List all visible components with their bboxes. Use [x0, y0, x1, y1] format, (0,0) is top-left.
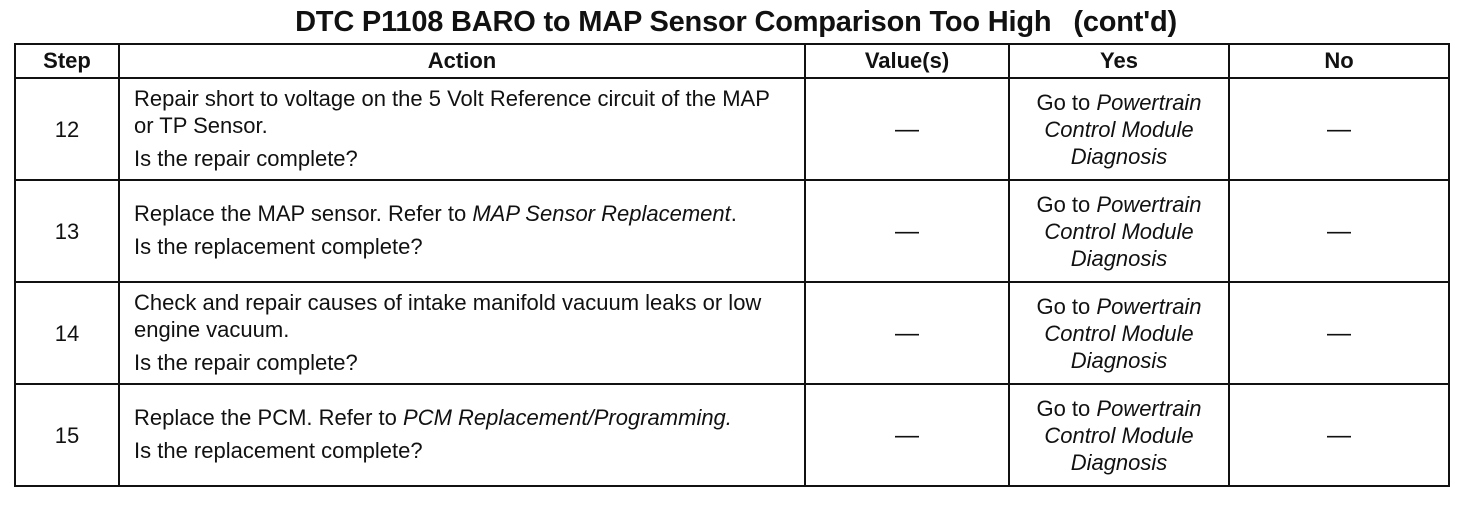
- action-cell: [119, 282, 805, 384]
- yes-prefix: Go to: [1036, 395, 1091, 421]
- yes-reference: Powertrain Control Module Diagnosis: [1044, 191, 1202, 271]
- action-text: Replace the PCM. Refer to: [134, 405, 404, 430]
- value-cell: —: [805, 384, 1009, 486]
- action-reference: PCM Replacement/Programming.: [403, 405, 732, 430]
- yes-cell: [1009, 180, 1229, 282]
- col-header-yes: Yes: [1009, 44, 1229, 78]
- table-row: [15, 180, 1449, 282]
- col-header-values: Value(s): [805, 44, 1009, 78]
- yes-reference: Powertrain Control Module Diagnosis: [1044, 293, 1202, 373]
- action-question: Is the replacement complete?: [134, 438, 423, 463]
- step-number: 15: [15, 384, 119, 486]
- table-row: [15, 78, 1449, 180]
- title-suffix: (cont'd): [1073, 6, 1177, 38]
- action-question: Is the replacement complete?: [134, 234, 423, 259]
- action-reference: MAP Sensor Replacement: [472, 201, 731, 226]
- no-cell: —: [1229, 78, 1449, 180]
- no-cell: —: [1229, 384, 1449, 486]
- col-header-action: Action: [119, 44, 805, 78]
- action-instruction: [134, 85, 794, 139]
- action-question: Is the repair complete?: [134, 349, 358, 375]
- table-row: [15, 282, 1449, 384]
- action-instruction: [134, 200, 794, 227]
- action-tail: .: [730, 201, 737, 226]
- step-number: 13: [15, 180, 119, 282]
- col-header-no: No: [1229, 44, 1449, 78]
- yes-prefix: Go to: [1036, 191, 1091, 217]
- action-text: Repair short to voltage on the 5 Volt Reference circuit of the MAP or TP Sensor.: [134, 85, 770, 138]
- action-cell: [119, 78, 805, 180]
- value-cell: —: [805, 282, 1009, 384]
- yes-prefix: Go to: [1036, 293, 1091, 319]
- yes-cell: [1009, 384, 1229, 486]
- value-cell: —: [805, 180, 1009, 282]
- no-cell: —: [1229, 282, 1449, 384]
- action-text: Check and repair causes of intake manifold vacuum leaks or low engine vacuum.: [134, 289, 762, 342]
- action-cell: [119, 384, 805, 486]
- action-cell: [119, 180, 805, 282]
- table-header-row: [15, 44, 1449, 78]
- yes-prefix: Go to: [1036, 89, 1091, 115]
- step-number: 12: [15, 78, 119, 180]
- table-row: [15, 384, 1449, 486]
- step-number: 14: [15, 282, 119, 384]
- diagnostic-table: [14, 43, 1450, 487]
- action-question: Is the repair complete?: [134, 145, 358, 171]
- yes-cell: [1009, 78, 1229, 180]
- yes-reference: Powertrain Control Module Diagnosis: [1044, 395, 1202, 475]
- page-title: [0, 6, 1472, 39]
- action-instruction: [134, 289, 794, 343]
- yes-cell: [1009, 282, 1229, 384]
- value-cell: —: [805, 78, 1009, 180]
- yes-reference: Powertrain Control Module Diagnosis: [1044, 89, 1202, 169]
- title-main: DTC P1108 BARO to MAP Sensor Comparison Too High: [295, 6, 1052, 38]
- action-instruction: [134, 404, 794, 431]
- action-text: Replace the MAP sensor. Refer to: [134, 201, 473, 226]
- col-header-step: Step: [15, 44, 119, 78]
- no-cell: —: [1229, 180, 1449, 282]
